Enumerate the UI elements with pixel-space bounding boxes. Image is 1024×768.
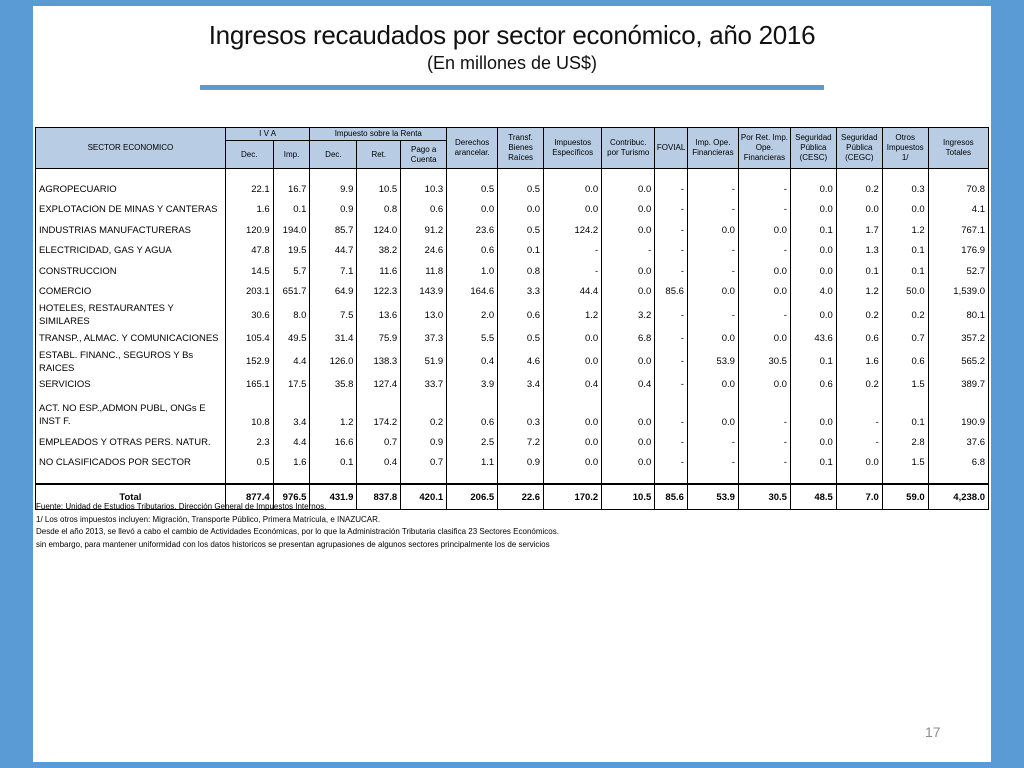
total-value-cell: 837.8 [357,484,401,510]
header-iva: I V A [225,128,310,141]
total-value-cell: 30.5 [738,484,790,510]
value-cell: 1.7 [836,220,882,241]
value-cell: 0.0 [544,453,602,474]
sector-cell: EMPLEADOS Y OTRAS PERS. NATUR. [36,432,226,453]
value-cell: 7.1 [310,261,357,282]
value-cell: 4.4 [273,432,310,453]
header-cesc: Seguridad Pública (CESC) [790,128,836,169]
value-cell: 52.7 [928,261,988,282]
value-cell: 0.0 [544,200,602,221]
value-cell: 51.9 [401,349,447,375]
value-cell: 85.6 [655,282,688,303]
value-cell: 0.0 [544,395,602,432]
value-cell: 0.9 [498,453,544,474]
total-value-cell: 10.5 [602,484,655,510]
value-cell: 10.3 [401,179,447,200]
value-cell: 0.0 [738,220,790,241]
value-cell: 3.4 [273,395,310,432]
header-iva-dec: Dec. [225,141,273,169]
value-cell: 0.5 [498,220,544,241]
value-cell: - [687,179,738,200]
value-cell: 0.0 [836,453,882,474]
value-cell: 0.1 [498,241,544,262]
footnote: Fuente: Unidad de Estudios Tributarios, Dirección General de Impuestos Internos. [36,502,327,511]
value-cell: - [655,328,688,349]
table-row [36,453,989,474]
value-cell: - [738,179,790,200]
value-cell: 5.5 [447,328,498,349]
value-cell: 30.5 [738,349,790,375]
total-value-cell: 59.0 [882,484,928,510]
value-cell: - [655,302,688,328]
value-cell: 0.0 [602,432,655,453]
value-cell: 124.2 [544,220,602,241]
value-cell: 0.1 [310,453,357,474]
value-cell: - [655,453,688,474]
total-label: Total [36,484,226,510]
value-cell: 0.1 [882,395,928,432]
header-otros: Otros Impuestos 1/ [882,128,928,169]
value-cell: 0.7 [401,453,447,474]
value-cell: 0.0 [602,282,655,303]
value-cell: 565.2 [928,349,988,375]
value-cell: 126.0 [310,349,357,375]
value-cell: 0.0 [836,200,882,221]
value-cell: 2.0 [447,302,498,328]
value-cell: 0.6 [882,349,928,375]
footnotes [36,501,986,551]
sector-cell: AGROPECUARIO [36,179,226,200]
value-cell: 0.1 [790,453,836,474]
value-cell: 0.2 [836,302,882,328]
value-cell: 19.5 [273,241,310,262]
value-cell: - [836,395,882,432]
page-title: Ingresos recaudados por sector económico, año 2016 [208,20,816,50]
value-cell: 194.0 [273,220,310,241]
value-cell: 44.7 [310,241,357,262]
value-cell: 1.2 [836,282,882,303]
value-cell: 35.8 [310,375,357,396]
revenue-table [35,127,989,510]
page-subtitle: (En millones de US$) [426,53,598,73]
value-cell: - [655,349,688,375]
value-cell: - [738,200,790,221]
value-cell: - [687,302,738,328]
value-cell: - [655,432,688,453]
value-cell: 0.0 [790,432,836,453]
value-cell: 0.5 [447,179,498,200]
value-cell: 2.3 [225,432,273,453]
value-cell: 165.1 [225,375,273,396]
value-cell: 13.0 [401,302,447,328]
value-cell: 24.6 [401,241,447,262]
footnote: sin embargo, para mantener uniformidad con los datos historicos se presentan agrupasiones de algunos sectores principalmente los de servicios [36,539,550,549]
value-cell: 37.6 [928,432,988,453]
value-cell: 0.2 [836,375,882,396]
total-value-cell: 877.4 [225,484,273,510]
sector-cell: HOTELES, RESTAURANTES Y SIMILARES [36,302,226,328]
value-cell: 0.4 [544,375,602,396]
value-cell: - [544,241,602,262]
value-cell: 176.9 [928,241,988,262]
value-cell: 3.2 [602,302,655,328]
value-cell: 0.0 [882,200,928,221]
value-cell: 4.0 [790,282,836,303]
value-cell: 122.3 [357,282,401,303]
table-row [36,179,989,200]
value-cell: 10.8 [225,395,273,432]
value-cell: 651.7 [273,282,310,303]
value-cell: 0.4 [357,453,401,474]
header-fovial: FOVIAL [655,128,688,169]
slide [33,6,991,762]
value-cell: - [687,432,738,453]
value-cell: 0.0 [790,179,836,200]
value-cell: 389.7 [928,375,988,396]
value-cell: 0.2 [401,395,447,432]
value-cell: 0.0 [790,395,836,432]
header-derechos: Derechos arancelar. [447,128,498,169]
total-value-cell: 4,238.0 [928,484,988,510]
value-cell: 0.1 [273,200,310,221]
value-cell: 203.1 [225,282,273,303]
header-renta: Impuesto sobre la Renta [310,128,447,141]
value-cell: - [655,241,688,262]
value-cell: 357.2 [928,328,988,349]
value-cell: 0.0 [687,282,738,303]
value-cell: 4.4 [273,349,310,375]
sector-cell: ELECTRICIDAD, GAS Y AGUA [36,241,226,262]
value-cell: 8.0 [273,302,310,328]
table-row [36,282,989,303]
value-cell: 0.0 [447,200,498,221]
value-cell: 2.8 [882,432,928,453]
table-body [36,169,989,485]
value-cell: 0.6 [836,328,882,349]
value-cell: 1.2 [310,395,357,432]
value-cell: 16.6 [310,432,357,453]
value-cell: 124.0 [357,220,401,241]
header-especificos: Impuestos Específicos [544,128,602,169]
value-cell: 91.2 [401,220,447,241]
value-cell: 23.6 [447,220,498,241]
value-cell: 3.4 [498,375,544,396]
value-cell: 4.1 [928,200,988,221]
value-cell: - [687,261,738,282]
value-cell: 0.0 [687,375,738,396]
value-cell: 0.0 [544,349,602,375]
value-cell: 174.2 [357,395,401,432]
value-cell: 0.0 [602,453,655,474]
sector-cell: INDUSTRIAS MANUFACTURERAS [36,220,226,241]
value-cell: 0.0 [790,261,836,282]
value-cell: 80.1 [928,302,988,328]
value-cell: 6.8 [928,453,988,474]
value-cell: 0.1 [790,349,836,375]
value-cell: - [687,453,738,474]
value-cell: 0.1 [882,241,928,262]
value-cell: 0.3 [498,395,544,432]
header-totales: Ingresos Totales [928,128,988,169]
value-cell: 0.4 [447,349,498,375]
value-cell: - [544,261,602,282]
value-cell: 0.4 [602,375,655,396]
header-por-ret: Por Ret. Imp. Ope. Financieras [738,128,790,169]
header-imp-ope: Imp. Ope. Financieras [687,128,738,169]
value-cell: 105.4 [225,328,273,349]
value-cell: - [655,395,688,432]
value-cell: 1.2 [882,220,928,241]
value-cell: 1.6 [273,453,310,474]
value-cell: 16.7 [273,179,310,200]
value-cell: 38.2 [357,241,401,262]
value-cell: - [687,200,738,221]
value-cell: 120.9 [225,220,273,241]
value-cell: 0.0 [687,220,738,241]
header-sector: SECTOR ECONOMICO [36,128,226,169]
value-cell: 0.0 [602,179,655,200]
header-renta-dec: Dec. [310,141,357,169]
value-cell: 0.3 [882,179,928,200]
value-cell: 17.5 [273,375,310,396]
total-value-cell: 976.5 [273,484,310,510]
value-cell: 3.9 [447,375,498,396]
value-cell: 164.6 [447,282,498,303]
value-cell: 767.1 [928,220,988,241]
value-cell: - [655,375,688,396]
value-cell: 10.5 [357,179,401,200]
header-renta-pago: Pago a Cuenta [401,141,447,169]
value-cell: 1.6 [836,349,882,375]
value-cell: 0.8 [498,261,544,282]
value-cell: 0.0 [738,282,790,303]
value-cell: 1.5 [882,453,928,474]
total-value-cell: 7.0 [836,484,882,510]
value-cell: 152.9 [225,349,273,375]
value-cell: 0.0 [790,302,836,328]
value-cell: 0.1 [790,220,836,241]
table-row [36,241,989,262]
value-cell: 70.8 [928,179,988,200]
value-cell: 0.0 [498,200,544,221]
value-cell: 1.1 [447,453,498,474]
total-value-cell: 420.1 [401,484,447,510]
table-row [36,375,989,396]
spacer-row [36,473,989,484]
value-cell: - [602,241,655,262]
sector-cell: SERVICIOS [36,375,226,396]
value-cell: 143.9 [401,282,447,303]
header-transf: Transf. Bienes Raíces [498,128,544,169]
sector-cell: EXPLOTACION DE MINAS Y CANTERAS [36,200,226,221]
value-cell: 0.7 [357,432,401,453]
value-cell: 0.2 [836,179,882,200]
total-value-cell: 53.9 [687,484,738,510]
value-cell: 0.0 [602,349,655,375]
value-cell: 0.0 [738,375,790,396]
value-cell: 1.5 [882,375,928,396]
value-cell: 0.0 [602,200,655,221]
value-cell: 53.9 [687,349,738,375]
value-cell: 127.4 [357,375,401,396]
value-cell: 0.0 [687,395,738,432]
value-cell: 50.0 [882,282,928,303]
value-cell: - [687,241,738,262]
value-cell: 2.5 [447,432,498,453]
value-cell: - [738,395,790,432]
value-cell: 30.6 [225,302,273,328]
value-cell: 0.1 [882,261,928,282]
value-cell: 1.0 [447,261,498,282]
total-value-cell: 48.5 [790,484,836,510]
value-cell: 0.6 [498,302,544,328]
value-cell: 5.7 [273,261,310,282]
value-cell: 11.8 [401,261,447,282]
value-cell: 22.1 [225,179,273,200]
value-cell: 1.3 [836,241,882,262]
value-cell: 47.8 [225,241,273,262]
value-cell: 0.9 [310,200,357,221]
value-cell: 0.0 [602,395,655,432]
header-cegc: Seguridad Pública (CEGC) [836,128,882,169]
table-row [36,395,989,432]
sector-cell: ESTABL. FINANC., SEGUROS Y Bs RAICES [36,349,226,375]
value-cell: - [738,432,790,453]
value-cell: 1.2 [544,302,602,328]
table-row [36,328,989,349]
value-cell: 0.7 [882,328,928,349]
value-cell: 0.6 [447,395,498,432]
table-row [36,200,989,221]
value-cell: 14.5 [225,261,273,282]
header-iva-imp: Imp. [273,141,310,169]
value-cell: 7.2 [498,432,544,453]
value-cell: 49.5 [273,328,310,349]
value-cell: 0.1 [836,261,882,282]
value-cell: - [655,200,688,221]
value-cell: 11.6 [357,261,401,282]
value-cell: 0.0 [602,220,655,241]
value-cell: 6.8 [602,328,655,349]
value-cell: 33.7 [401,375,447,396]
value-cell: 0.5 [498,328,544,349]
value-cell: 190.9 [928,395,988,432]
value-cell: 0.6 [401,200,447,221]
table-row [36,261,989,282]
table-row [36,349,989,375]
value-cell: 0.0 [790,241,836,262]
header-renta-ret: Ret. [357,141,401,169]
value-cell: 0.6 [790,375,836,396]
spacer-row [36,169,989,180]
table-header [36,128,989,169]
value-cell: 0.0 [790,200,836,221]
value-cell: - [655,220,688,241]
value-cell: 43.6 [790,328,836,349]
value-cell: 0.9 [401,432,447,453]
sector-cell: CONSTRUCCION [36,261,226,282]
footnote: 1/ Los otros impuestos incluyen: Migración, Transporte Público, Primera Matrícula, e INAZUCAR. [36,514,381,524]
value-cell: 0.0 [602,261,655,282]
value-cell: 4.6 [498,349,544,375]
revenue-table-container [35,127,989,510]
value-cell: 0.0 [738,328,790,349]
total-value-cell: 22.6 [498,484,544,510]
page-number: 17 [925,724,941,740]
sector-cell: COMERCIO [36,282,226,303]
value-cell: 9.9 [310,179,357,200]
table-row [36,302,989,328]
value-cell: 64.9 [310,282,357,303]
total-value-cell: 85.6 [655,484,688,510]
table-row [36,220,989,241]
value-cell: 0.0 [544,432,602,453]
value-cell: 13.6 [357,302,401,328]
value-cell: 138.3 [357,349,401,375]
value-cell: 0.0 [544,179,602,200]
total-value-cell: 206.5 [447,484,498,510]
header-turismo: Contribuc. por Turismo [602,128,655,169]
table-row [36,432,989,453]
value-cell: 85.7 [310,220,357,241]
value-cell: 75.9 [357,328,401,349]
value-cell: - [738,453,790,474]
sector-cell: NO CLASIFICADOS POR SECTOR [36,453,226,474]
total-value-cell: 431.9 [310,484,357,510]
value-cell: 3.3 [498,282,544,303]
value-cell: - [655,261,688,282]
value-cell: 0.0 [687,328,738,349]
value-cell: - [655,179,688,200]
sector-cell: ACT. NO ESP.,ADMON PUBL, ONGs E INST F. [36,395,226,432]
value-cell: 0.0 [544,328,602,349]
value-cell: - [738,302,790,328]
value-cell: 37.3 [401,328,447,349]
value-cell: 0.6 [447,241,498,262]
footnote: Desde el año 2013, se llevó a cabo el cambio de Actividades Económicas, por lo que la Administración Tributaria clasifica 23 Sectores Económicos. [36,527,559,536]
sector-cell: TRANSP., ALMAC. Y COMUNICACIONES [36,328,226,349]
value-cell: - [836,432,882,453]
value-cell: 7.5 [310,302,357,328]
value-cell: 0.2 [882,302,928,328]
value-cell: 1.6 [225,200,273,221]
value-cell: 44.4 [544,282,602,303]
title-underline [200,85,824,90]
value-cell: 0.5 [498,179,544,200]
value-cell: 0.8 [357,200,401,221]
value-cell: 0.5 [225,453,273,474]
value-cell: 1,539.0 [928,282,988,303]
value-cell: - [738,241,790,262]
value-cell: 31.4 [310,328,357,349]
total-value-cell: 170.2 [544,484,602,510]
value-cell: 0.0 [738,261,790,282]
